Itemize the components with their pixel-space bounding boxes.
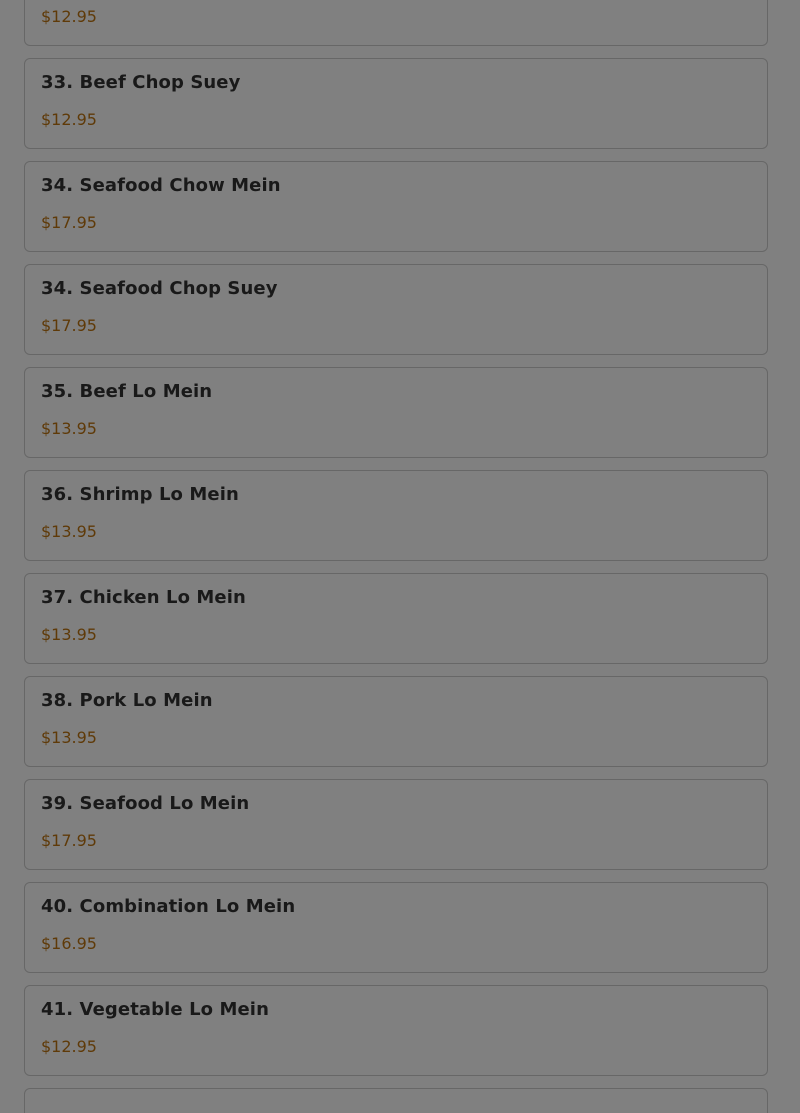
menu-item-name: 40. Combination Lo Mein (41, 896, 296, 917)
menu-item-card[interactable] (24, 779, 768, 870)
menu-item-card[interactable] (24, 1088, 768, 1113)
menu-item-card[interactable] (24, 470, 768, 561)
menu-item-price: $13.95 (41, 728, 97, 747)
menu-item-name: 39. Seafood Lo Mein (41, 793, 250, 814)
menu-item-price: $17.95 (41, 316, 97, 335)
menu-item-price: $13.95 (41, 625, 97, 644)
menu-item-name: 37. Chicken Lo Mein (41, 587, 246, 608)
menu-item-card[interactable] (24, 676, 768, 767)
menu-item-name: 38. Pork Lo Mein (41, 690, 213, 711)
menu-item-card[interactable] (24, 985, 768, 1076)
menu-item-price: $13.95 (41, 419, 97, 438)
menu-item-card[interactable] (24, 264, 768, 355)
menu-item-name: 41. Vegetable Lo Mein (41, 999, 269, 1020)
menu-item-price: $16.95 (41, 934, 97, 953)
menu-item-name: 34. Seafood Chow Mein (41, 175, 281, 196)
menu-item-name: 33. Beef Chop Suey (41, 72, 241, 93)
menu-item-name: 35. Beef Lo Mein (41, 381, 213, 402)
menu-item-list (24, 0, 768, 1113)
menu-item-card[interactable] (24, 161, 768, 252)
menu-item-price: $12.95 (41, 1037, 97, 1056)
menu-item-card[interactable] (24, 882, 768, 973)
menu-item-price: $12.95 (41, 7, 97, 26)
menu-item-name: 36. Shrimp Lo Mein (41, 484, 239, 505)
menu-item-price: $17.95 (41, 213, 97, 232)
menu-item-name: 34. Seafood Chop Suey (41, 278, 278, 299)
menu-item-price: $12.95 (41, 110, 97, 129)
menu-item-price: $13.95 (41, 522, 97, 541)
menu-item-card[interactable] (24, 0, 768, 46)
menu-item-card[interactable] (24, 367, 768, 458)
menu-item-card[interactable] (24, 58, 768, 149)
menu-item-price: $17.95 (41, 831, 97, 850)
menu-item-card[interactable] (24, 573, 768, 664)
